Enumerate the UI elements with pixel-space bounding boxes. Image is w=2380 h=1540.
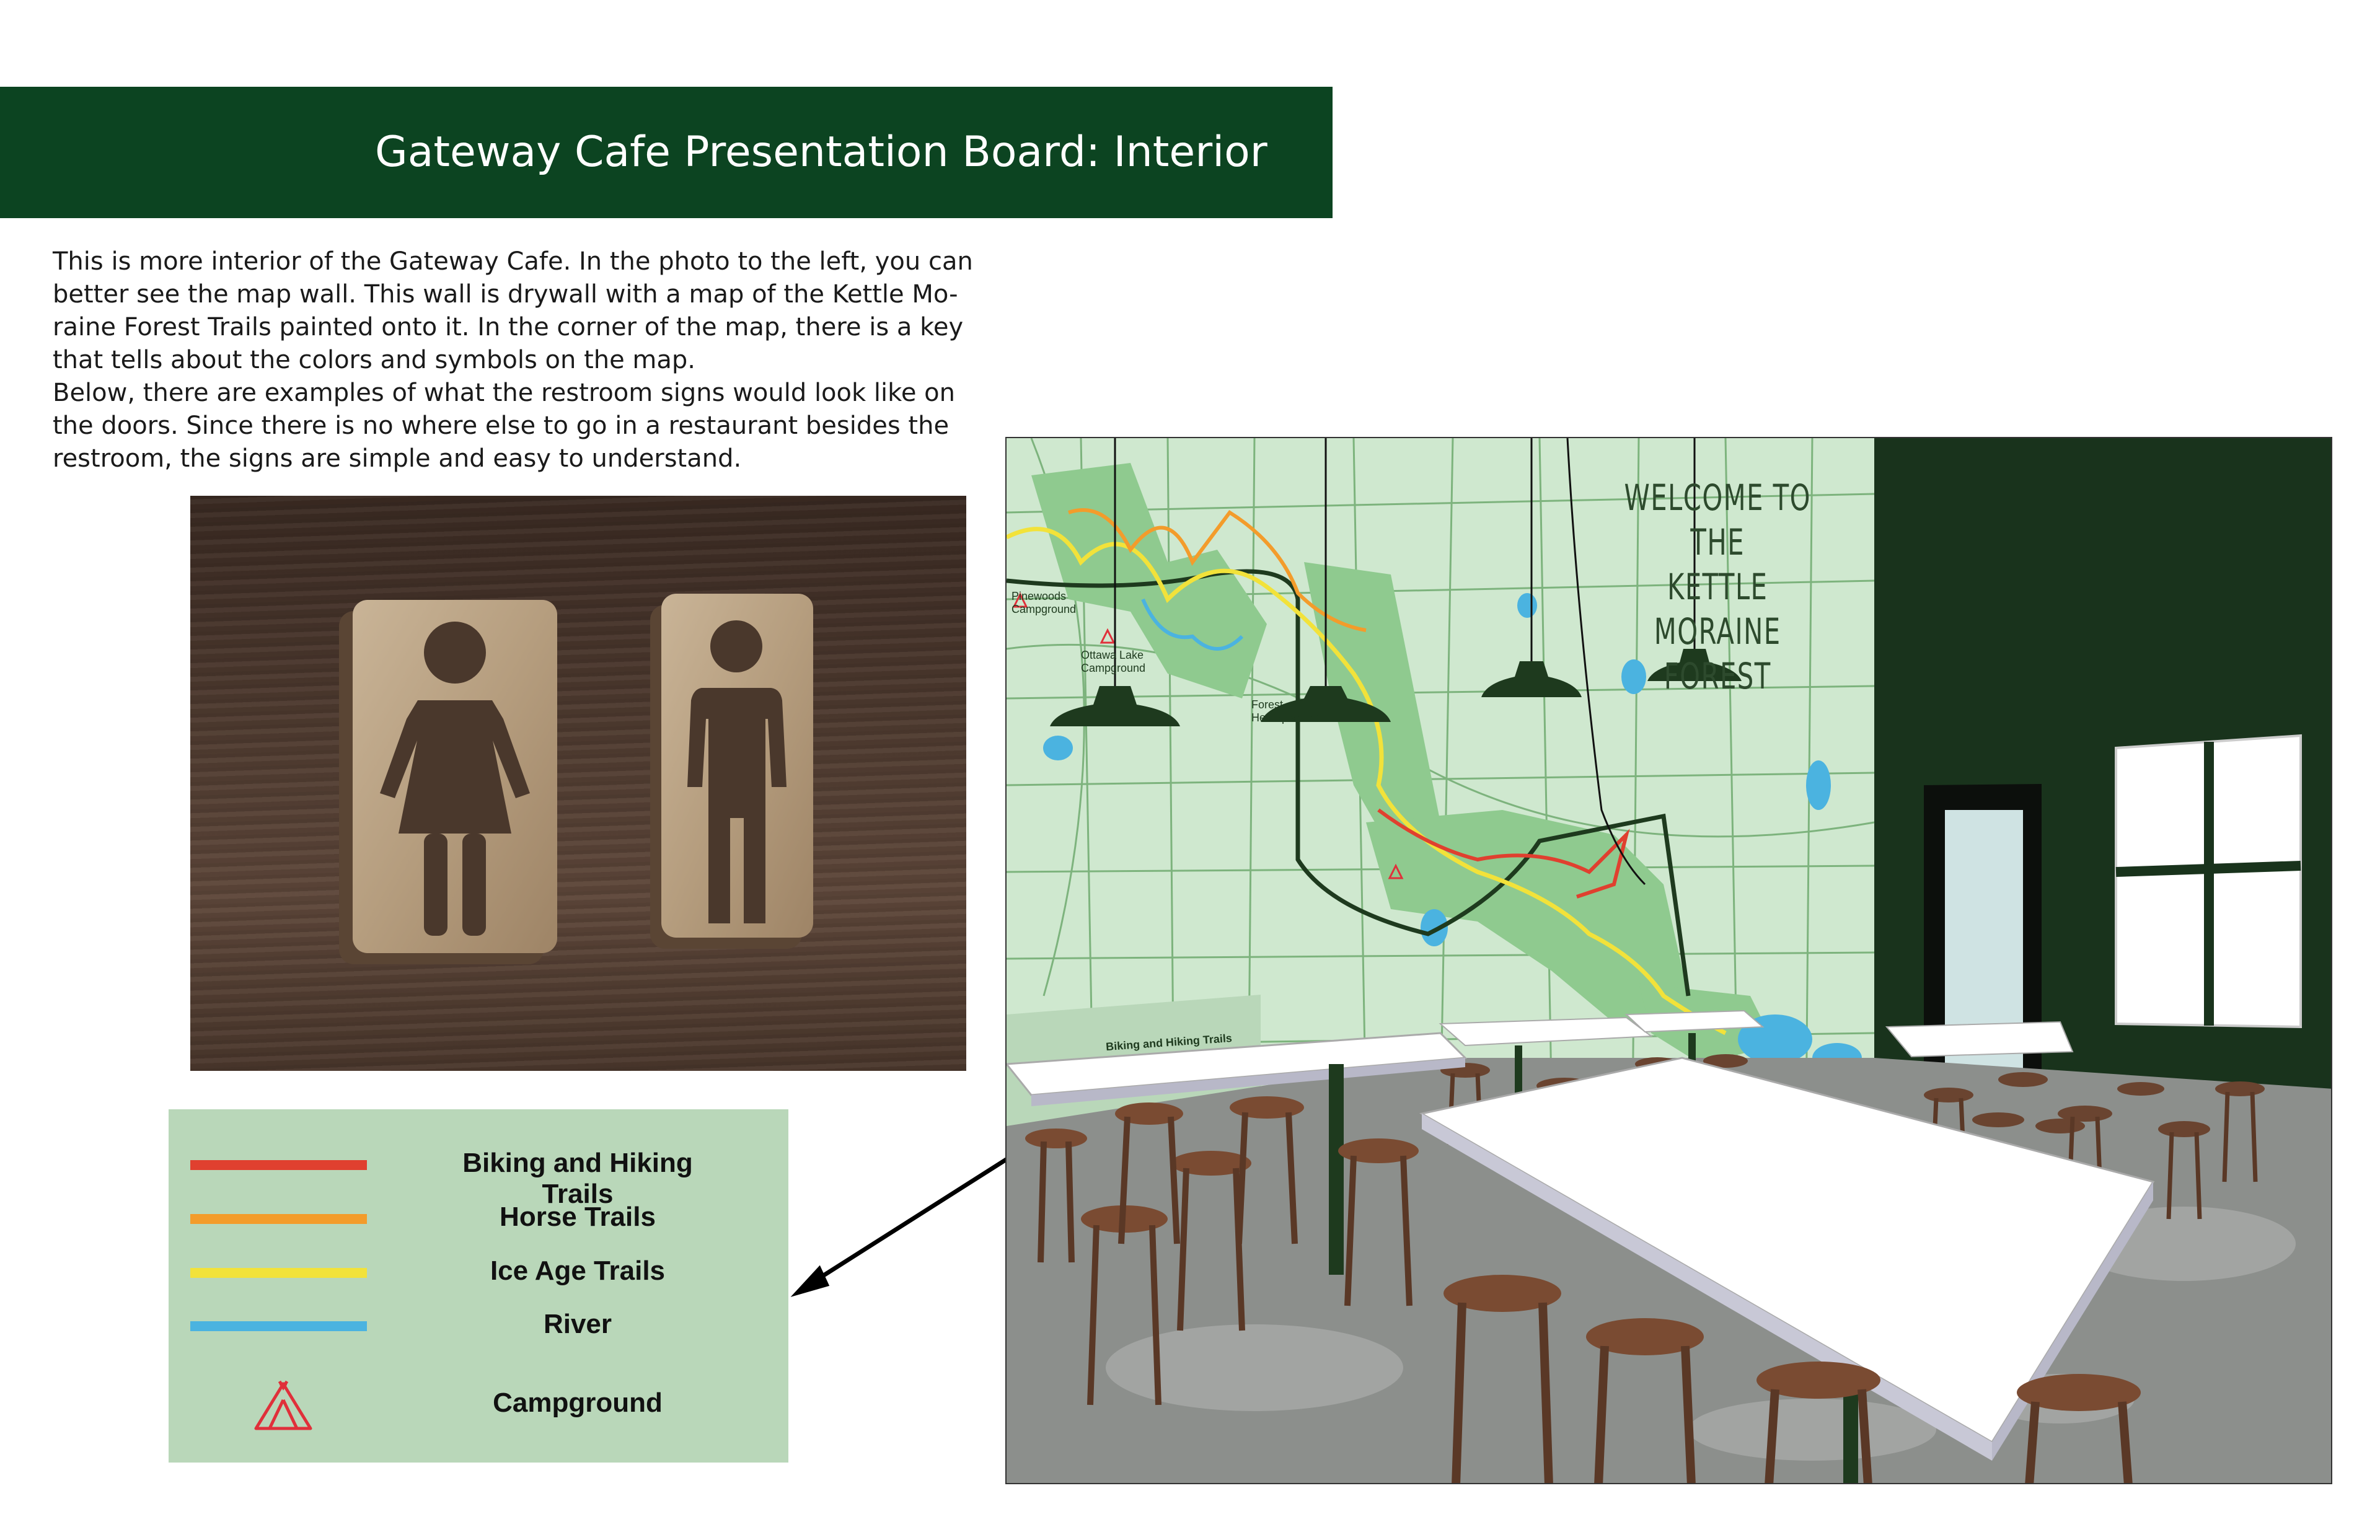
- legend-item: [169, 1385, 788, 1435]
- map-label-line: Campground: [1081, 662, 1146, 674]
- map-key-title: Biking and Hiking Trails: [1105, 1031, 1233, 1054]
- legend-label: Horse Trails: [500, 1202, 656, 1232]
- male-restroom-sign: [650, 594, 813, 949]
- biking-trail-swatch: [190, 1160, 367, 1170]
- legend-label: Biking and Hiking Trails: [462, 1148, 693, 1209]
- wall-welcome-text: [1602, 475, 1833, 698]
- window-transom: [2116, 866, 2301, 872]
- restroom-signs-photo: [190, 496, 966, 1071]
- description-line: raine Forest Trails painted onto it. In the corner of the map, there is a key: [53, 313, 964, 341]
- legend-item: [169, 1306, 788, 1356]
- map-label-line: Ottawa Lake: [1081, 649, 1144, 661]
- left-table-leg: [1329, 1064, 1344, 1275]
- legend-item: [169, 1253, 788, 1303]
- legend-label: Ice Age Trails: [490, 1256, 666, 1286]
- description-line: better see the map wall. This wall is drywall with a map of the Kettle Mo-: [53, 280, 958, 309]
- campground-icon: [252, 1380, 314, 1432]
- map-label-pinewoods: [1011, 590, 1076, 616]
- map-label-line: Headquarters: [1251, 711, 1320, 724]
- main-table-leg: [1843, 1393, 1858, 1484]
- header-banner: [0, 87, 1333, 218]
- description-line: Below, there are examples of what the restroom signs would look like on: [53, 379, 955, 407]
- map-label-ottawa-lake: [1081, 649, 1145, 675]
- horse-trail-swatch: [190, 1214, 367, 1224]
- welcome-line: KETTLE MORAINE FOREST: [1654, 566, 1781, 697]
- welcome-line: WELCOME TO THE: [1624, 477, 1811, 563]
- legend-item: [169, 1199, 788, 1249]
- river-swatch: [190, 1321, 367, 1331]
- map-label-line: Campground: [1011, 603, 1077, 615]
- description-line: the doors. Since there is no where else to go in a restaurant besides the: [53, 411, 950, 440]
- description-line: that tells about the colors and symbols on the map.: [53, 346, 696, 374]
- map-key-legend: [169, 1109, 788, 1463]
- ice-age-trail-swatch: [190, 1268, 367, 1278]
- legend-label: River: [543, 1309, 612, 1339]
- map-label-forest-hq: [1251, 698, 1319, 724]
- legend-item: [169, 1145, 788, 1209]
- restroom-signs-illustration: [190, 496, 966, 1071]
- interior-rendering: [1005, 437, 2332, 1484]
- page-title: Gateway Cafe Presentation Board: Interior: [375, 128, 1267, 177]
- description-line: This is more interior of the Gateway Cafe. In the photo to the left, you can: [53, 247, 973, 276]
- description-text: [53, 245, 995, 475]
- legend-label: Campground: [493, 1388, 663, 1418]
- description-line: restroom, the signs are simple and easy to understand.: [53, 444, 742, 473]
- map-label-line: Pinewoods: [1011, 590, 1067, 602]
- female-restroom-sign: [339, 600, 557, 964]
- map-label-line: Forest: [1251, 698, 1284, 711]
